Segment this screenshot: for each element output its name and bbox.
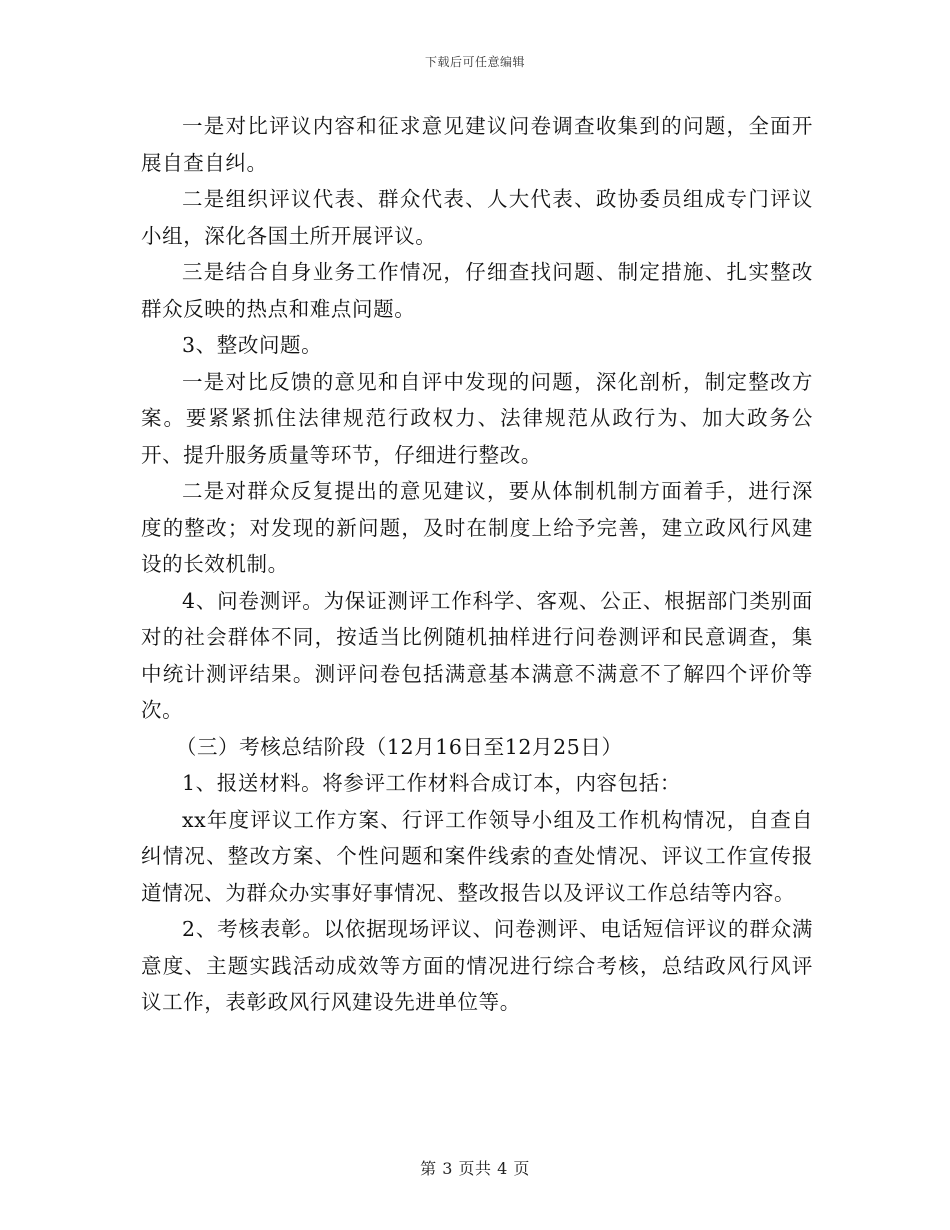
- paragraph-assessment-commendation: 2、考核表彰。以依据现场评议、问卷测评、电话短信评议的群众满意度、主题实践活动成效等方面的情况进行综合考核，总结政风行风评议工作，表彰政风行风建设先进单位等。: [141, 917, 813, 1014]
- document-body: [141, 108, 813, 1021]
- paragraph-deep-rectification: 二是对群众反复提出的意见建议，要从体制机制方面着手，进行深度的整改；对发现的新问题，及时在制度上给予完善，建立政风行风建设的长效机制。: [141, 479, 813, 576]
- page-header: 下载后可任意编辑: [424, 55, 525, 69]
- paragraph-questionnaire: 4、问卷测评。为保证测评工作科学、客观、公正、根据部门类别面对的社会群体不同，按适当比例随机抽样进行问卷测评和民意调查，集中统计测评结果。测评问卷包括满意基本满意不满意不了解四个评价等次。: [141, 588, 813, 722]
- section-heading-rectification: 3、整改问题。: [182, 333, 323, 357]
- paragraph-materials-content: xx年度评议工作方案、行评工作领导小组及工作机构情况，自查自纠情况、整改方案、个性问题和案件线索的查处情况、评议工作宣传报道情况、为群众办实事好事情况、整改报告以及评议工作总结等内容。: [141, 807, 813, 905]
- paragraph-submit-materials: 1、报送材料。将参评工作材料合成订本，内容包括：: [182, 771, 681, 795]
- paragraph-self-inspection: 一是对比评议内容和征求意见建议问卷调查收集到的问题，全面开展自查自纠。: [141, 114, 813, 175]
- paragraph-rectification-plan: 一是对比反馈的意见和自评中发现的问题，深化剖析，制定整改方案。要紧紧抓住法律规范行政权力、法律规范从政行为、加大政务公开、提升服务质量等环节，仔细进行整改。: [141, 369, 813, 467]
- stage-heading-summary: （三）考核总结阶段（12月16日至12月25日）: [175, 734, 623, 759]
- page-footer: 第 3 页共 4 页: [420, 1159, 530, 1178]
- paragraph-business-check: 三是结合自身业务工作情况，仔细查找问题、制定措施、扎实整改群众反映的热点和难点问题。: [141, 260, 813, 321]
- paragraph-review-group: 二是组织评议代表、群众代表、人大代表、政协委员组成专门评议小组，深化各国土所开展评议。: [141, 187, 813, 248]
